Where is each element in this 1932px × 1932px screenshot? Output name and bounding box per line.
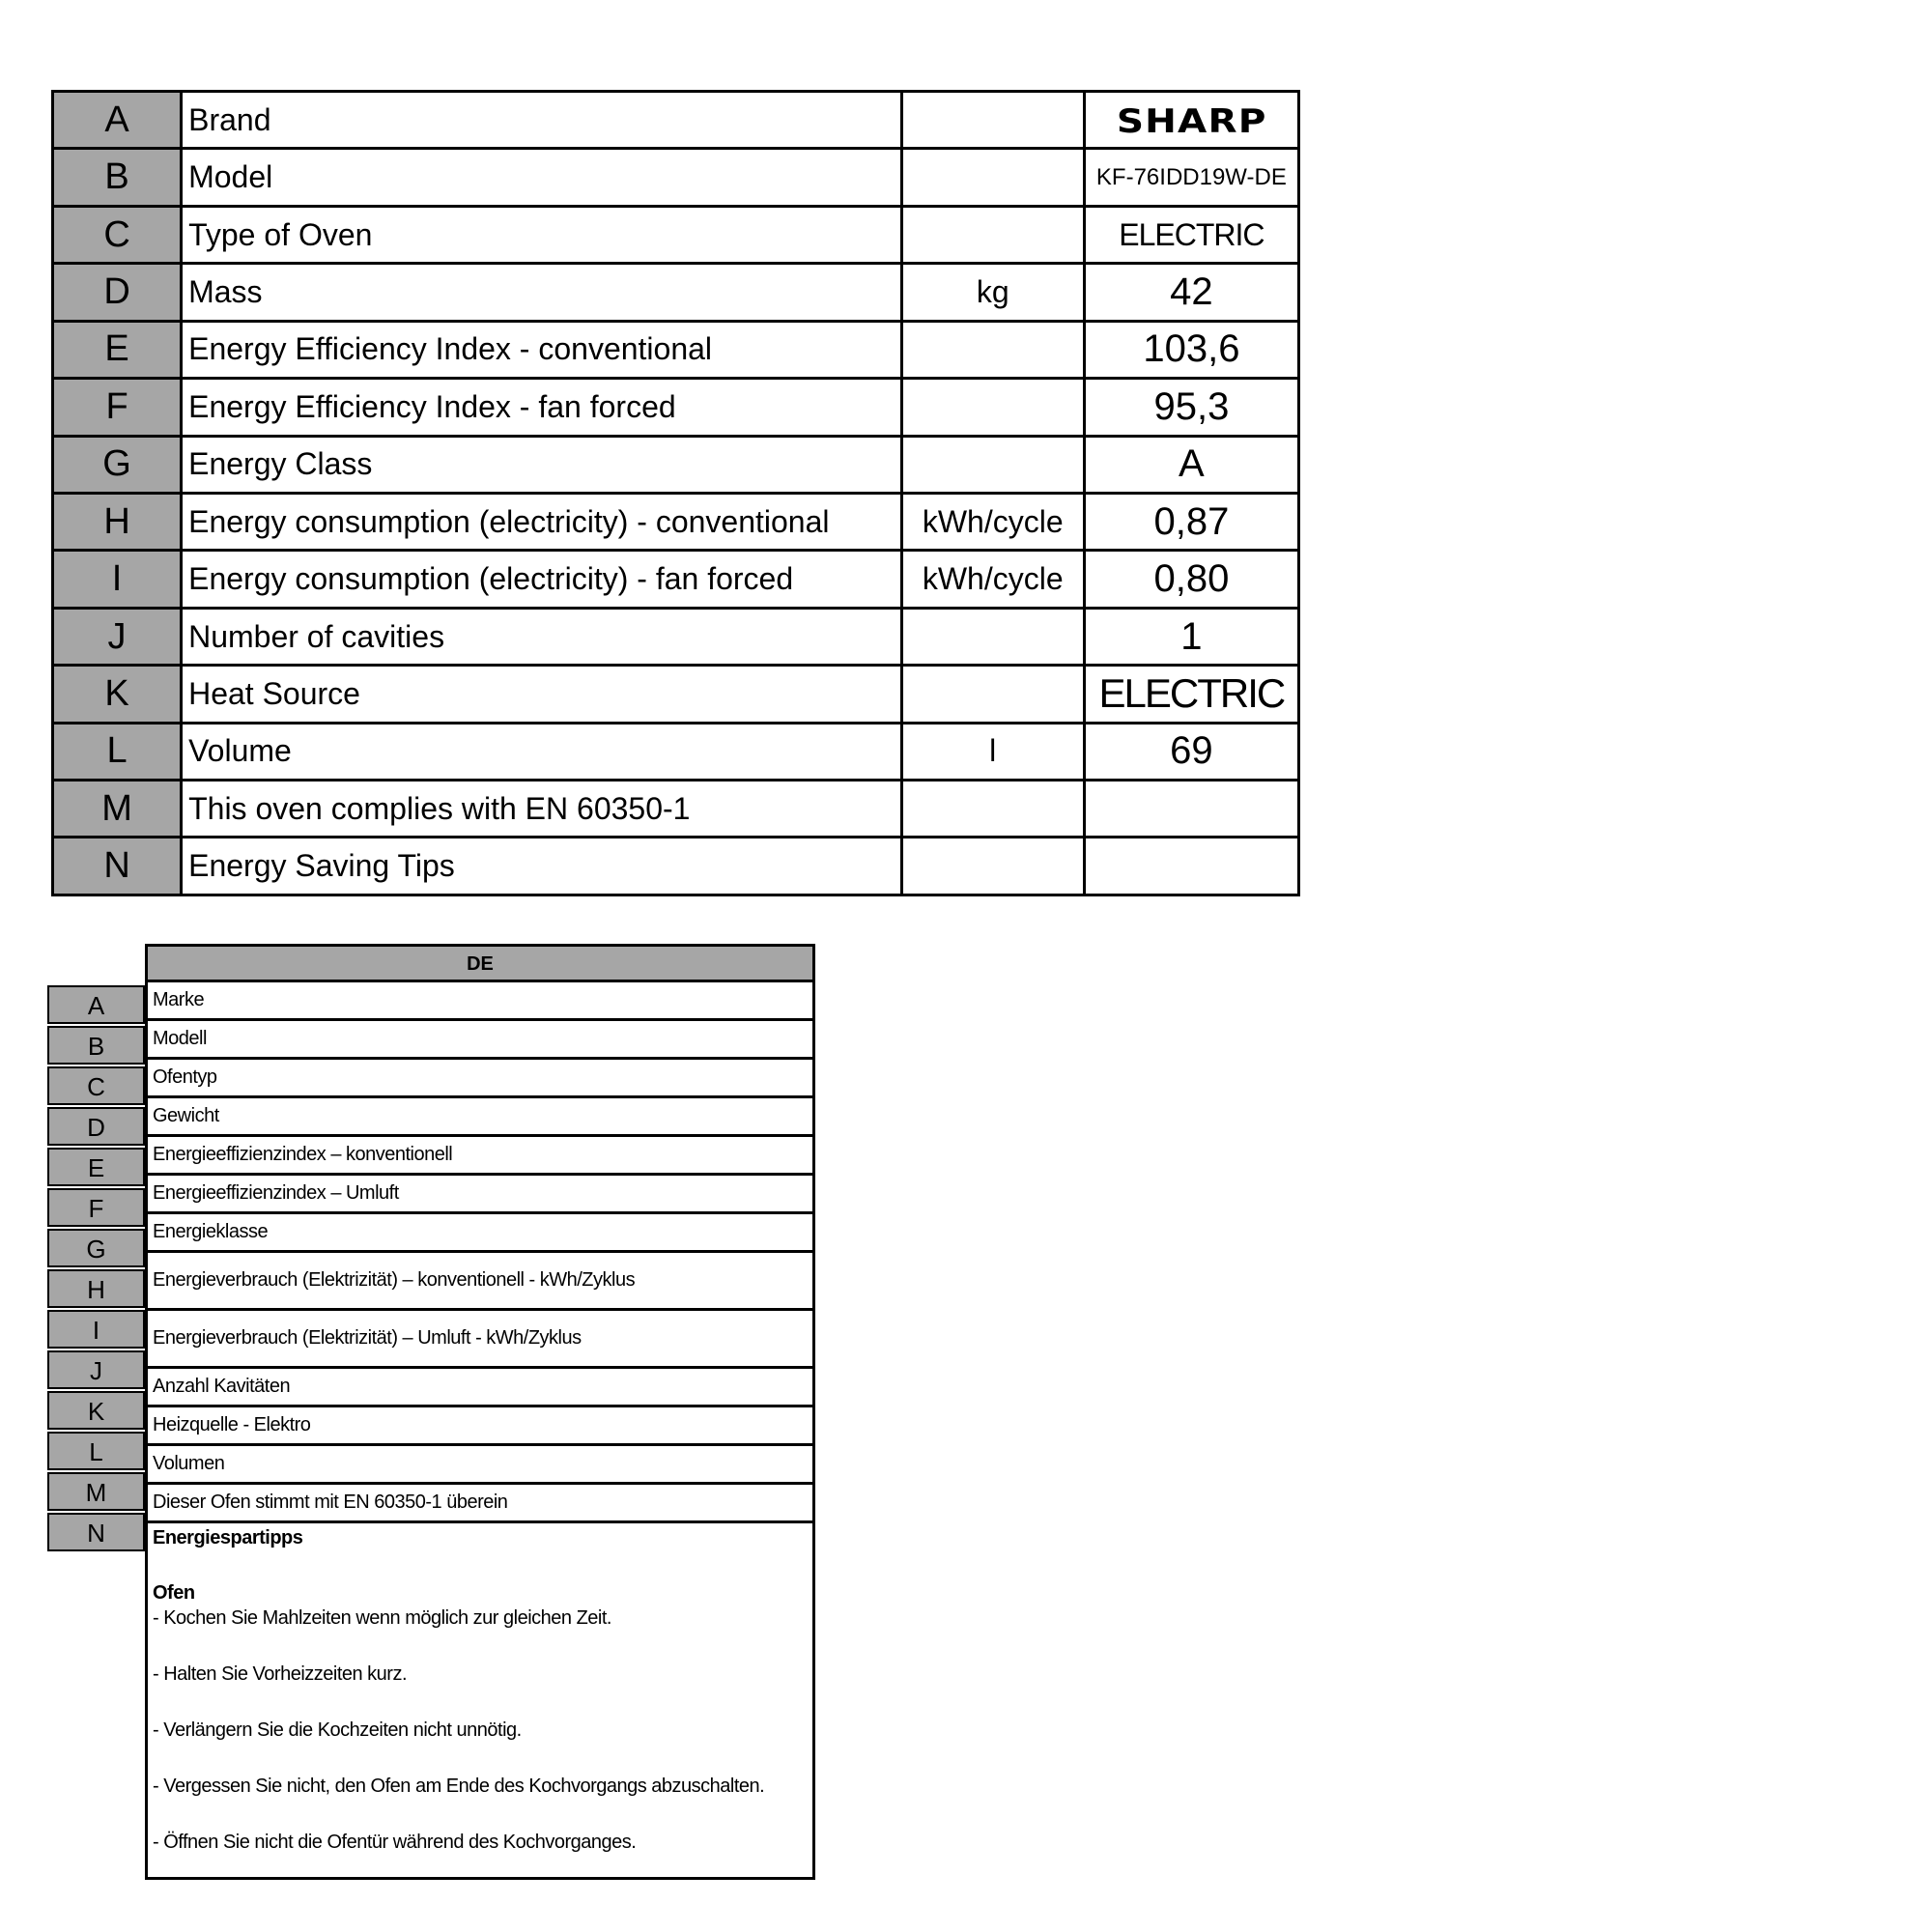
de-row-label: Anzahl Kavitäten bbox=[148, 1369, 812, 1407]
row-unit bbox=[901, 436, 1084, 493]
row-value: KF-76IDD19W-DE bbox=[1084, 149, 1298, 206]
row-value: ELECTRIC bbox=[1084, 206, 1298, 263]
table-row bbox=[53, 723, 1299, 780]
row-letter: H bbox=[53, 493, 182, 550]
de-row-letter: F bbox=[47, 1188, 145, 1227]
de-row-letter: K bbox=[47, 1391, 145, 1430]
row-label: Energy consumption (electricity) - conventional bbox=[182, 493, 902, 550]
tips-title: Energiespartipps bbox=[153, 1527, 303, 1548]
tip-item: - Kochen Sie Mahlzeiten wenn möglich zur gleichen Zeit. bbox=[153, 1607, 611, 1629]
sharp-logo: SHARP bbox=[1116, 101, 1267, 141]
row-label: Energy consumption (electricity) - fan forced bbox=[182, 551, 902, 608]
row-value: 69 bbox=[1084, 723, 1298, 780]
row-label: Model bbox=[182, 149, 902, 206]
row-letter: M bbox=[53, 781, 182, 838]
row-letter: G bbox=[53, 436, 182, 493]
row-value: A bbox=[1084, 436, 1298, 493]
de-row-label: Volumen bbox=[148, 1446, 812, 1485]
row-label: Volume bbox=[182, 723, 902, 780]
row-unit bbox=[901, 781, 1084, 838]
de-row-label: Modell bbox=[148, 1021, 812, 1060]
row-unit: kWh/cycle bbox=[901, 551, 1084, 608]
row-letter: I bbox=[53, 551, 182, 608]
row-label: Type of Oven bbox=[182, 206, 902, 263]
row-unit: kg bbox=[901, 264, 1084, 321]
de-row-letter: J bbox=[47, 1350, 145, 1389]
table-row bbox=[53, 493, 1299, 550]
table-row bbox=[53, 264, 1299, 321]
de-row-label: Heizquelle - Elektro bbox=[148, 1407, 812, 1446]
table-row bbox=[53, 206, 1299, 263]
de-row-label: Energieklasse bbox=[148, 1214, 812, 1253]
row-letter: J bbox=[53, 608, 182, 665]
table-row bbox=[53, 321, 1299, 378]
row-label: Energy Efficiency Index - conventional bbox=[182, 321, 902, 378]
row-value: 1 bbox=[1084, 608, 1298, 665]
row-unit: kWh/cycle bbox=[901, 493, 1084, 550]
row-unit bbox=[901, 321, 1084, 378]
row-unit bbox=[901, 92, 1084, 149]
row-label: Heat Source bbox=[182, 666, 902, 723]
row-value: 0,80 bbox=[1084, 551, 1298, 608]
de-row-letter: M bbox=[47, 1472, 145, 1511]
de-row-letter: I bbox=[47, 1310, 145, 1349]
table-row bbox=[53, 149, 1299, 206]
row-label: Energy Class bbox=[182, 436, 902, 493]
tips-subtitle: Ofen bbox=[153, 1582, 195, 1604]
row-value: 103,6 bbox=[1084, 321, 1298, 378]
row-value: 0,87 bbox=[1084, 493, 1298, 550]
table-row bbox=[53, 379, 1299, 436]
tip-item: - Verlängern Sie die Kochzeiten nicht unnötig. bbox=[153, 1719, 522, 1741]
row-unit bbox=[901, 149, 1084, 206]
row-letter: C bbox=[53, 206, 182, 263]
de-translation-column bbox=[145, 982, 815, 1880]
row-value: 95,3 bbox=[1084, 379, 1298, 436]
de-row-letter: L bbox=[47, 1432, 145, 1470]
de-letter-column bbox=[47, 985, 145, 1553]
de-row-letter: H bbox=[47, 1269, 145, 1308]
de-column-header: DE bbox=[145, 944, 815, 982]
tip-item: - Öffnen Sie nicht die Ofentür während des Kochvorganges. bbox=[153, 1832, 637, 1853]
de-row-letter: D bbox=[47, 1107, 145, 1146]
de-row-label: Dieser Ofen stimmt mit EN 60350-1 überein bbox=[148, 1485, 812, 1523]
de-row-label: Gewicht bbox=[148, 1098, 812, 1137]
row-label: Energy Saving Tips bbox=[182, 838, 902, 895]
row-value: 42 bbox=[1084, 264, 1298, 321]
row-letter: A bbox=[53, 92, 182, 149]
de-row-label: Ofentyp bbox=[148, 1060, 812, 1098]
row-unit bbox=[901, 838, 1084, 895]
table-row bbox=[53, 436, 1299, 493]
row-value bbox=[1084, 781, 1298, 838]
de-row-letter: C bbox=[47, 1066, 145, 1105]
row-letter: L bbox=[53, 723, 182, 780]
de-row-label: Energieeffizienzindex – Umluft bbox=[148, 1176, 812, 1214]
row-letter: E bbox=[53, 321, 182, 378]
table-row bbox=[53, 92, 1299, 149]
de-row-letter: E bbox=[47, 1148, 145, 1186]
row-letter: K bbox=[53, 666, 182, 723]
row-label: This oven complies with EN 60350-1 bbox=[182, 781, 902, 838]
row-value bbox=[1084, 838, 1298, 895]
de-row-label: Energieverbrauch (Elektrizität) – Umluft - kWh/Zyklus bbox=[148, 1311, 812, 1369]
row-label: Energy Efficiency Index - fan forced bbox=[182, 379, 902, 436]
row-label: Mass bbox=[182, 264, 902, 321]
row-label: Number of cavities bbox=[182, 608, 902, 665]
de-row-label: Marke bbox=[148, 982, 812, 1021]
row-unit bbox=[901, 379, 1084, 436]
row-value: ELECTRIC bbox=[1084, 666, 1298, 723]
energy-saving-tips bbox=[148, 1523, 812, 1880]
table-row bbox=[53, 666, 1299, 723]
row-label: Brand bbox=[182, 92, 902, 149]
energy-label-table bbox=[51, 90, 1300, 896]
table-row bbox=[53, 838, 1299, 895]
de-row-label: Energieverbrauch (Elektrizität) – konventionell - kWh/Zyklus bbox=[148, 1253, 812, 1311]
tip-item: - Vergessen Sie nicht, den Ofen am Ende des Kochvorgangs abzuschalten. bbox=[153, 1776, 765, 1797]
row-unit: l bbox=[901, 723, 1084, 780]
brand-logo-cell bbox=[1084, 92, 1298, 149]
row-unit bbox=[901, 206, 1084, 263]
table-row bbox=[53, 551, 1299, 608]
de-row-letter: G bbox=[47, 1229, 145, 1267]
table-row bbox=[53, 608, 1299, 665]
de-row-label: Energieeffizienzindex – konventionell bbox=[148, 1137, 812, 1176]
row-unit bbox=[901, 666, 1084, 723]
row-letter: F bbox=[53, 379, 182, 436]
row-letter: B bbox=[53, 149, 182, 206]
row-letter: D bbox=[53, 264, 182, 321]
de-row-letter: B bbox=[47, 1026, 145, 1065]
tip-item: - Halten Sie Vorheizzeiten kurz. bbox=[153, 1663, 408, 1685]
de-row-letter: N bbox=[47, 1513, 145, 1551]
row-letter: N bbox=[53, 838, 182, 895]
de-row-letter: A bbox=[47, 985, 145, 1024]
table-row bbox=[53, 781, 1299, 838]
row-unit bbox=[901, 608, 1084, 665]
